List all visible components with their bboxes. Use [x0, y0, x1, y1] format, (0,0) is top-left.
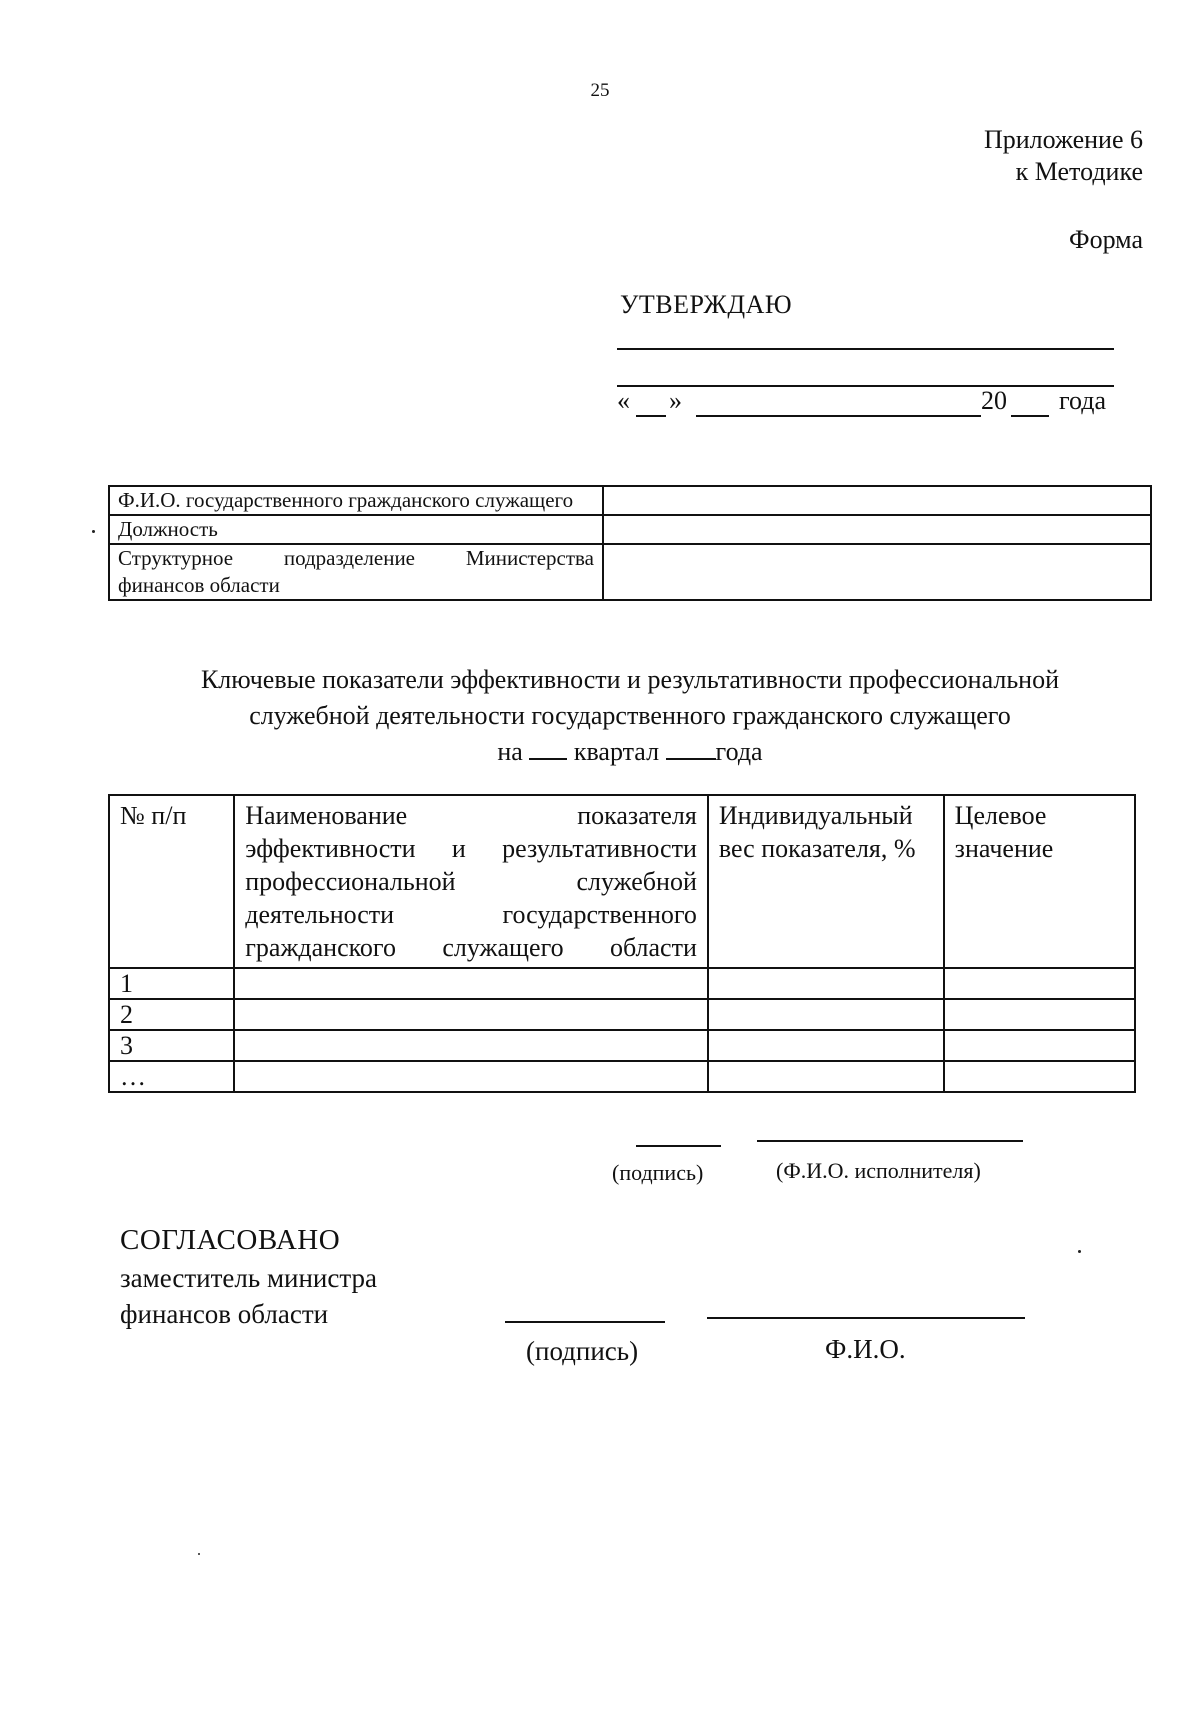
date-close-quote: »	[669, 386, 682, 415]
row-target[interactable]	[944, 1030, 1135, 1061]
executor-signature-caption: (подпись)	[612, 1160, 704, 1185]
employee-position-label: Должность	[109, 515, 603, 544]
quarter-blank[interactable]	[529, 736, 567, 760]
executor-name-line[interactable]	[757, 1140, 1023, 1142]
row-target[interactable]	[944, 1061, 1135, 1092]
table-row	[109, 999, 1135, 1030]
agreement-signature-caption: (подпись)	[526, 1336, 639, 1366]
employee-department-label: Структурное подразделение Министерства финансов области	[109, 544, 603, 600]
date-open-quote: «	[617, 386, 630, 415]
employee-info-row-department	[109, 544, 1151, 600]
row-number: …	[109, 1061, 234, 1092]
kpi-table-header	[109, 795, 1135, 968]
row-number: 3	[109, 1030, 234, 1061]
heading-quarter-word: квартал	[573, 737, 660, 766]
appendix-line-1: Приложение 6	[983, 125, 1143, 154]
row-number: 2	[109, 999, 234, 1030]
agreement-name-caption: Ф.И.О.	[825, 1334, 906, 1364]
agreement-line-1: заместитель министра	[120, 1263, 377, 1293]
row-indicator-name[interactable]	[234, 999, 708, 1030]
header-target: Целевое значение	[944, 795, 1135, 968]
row-weight[interactable]	[708, 968, 944, 999]
kpi-table	[108, 794, 1136, 1093]
scan-artifact-dot	[198, 1553, 200, 1555]
employee-name-value[interactable]	[603, 486, 1151, 515]
approval-signature-line[interactable]	[617, 348, 1114, 350]
agreement-signature-line[interactable]	[505, 1321, 665, 1323]
employee-position-value[interactable]	[603, 515, 1151, 544]
table-row	[109, 968, 1135, 999]
approval-title: УТВЕРЖДАЮ	[620, 290, 793, 319]
table-row	[109, 1061, 1135, 1092]
agreement-title: СОГЛАСОВАНО	[120, 1224, 341, 1256]
row-target[interactable]	[944, 968, 1135, 999]
kpi-heading-line-1: Ключевые показатели эффективности и результативности профессиональной	[200, 665, 1060, 694]
approval-date-line	[617, 386, 1117, 422]
kpi-heading-line-3	[100, 734, 1160, 770]
date-year-prefix: 20	[981, 386, 1007, 415]
appendix-line-2: к Методике	[1015, 157, 1143, 186]
row-indicator-name[interactable]	[234, 968, 708, 999]
row-number: 1	[109, 968, 234, 999]
heading-year-word: года	[715, 737, 763, 766]
employee-info-row-position	[109, 515, 1151, 544]
agreement-line-2: финансов области	[120, 1299, 329, 1329]
kpi-heading-line-2: служебной деятельности государственного гражданского служащего	[249, 701, 1011, 730]
form-label: Форма	[1069, 225, 1143, 254]
executor-name-caption: (Ф.И.О. исполнителя)	[776, 1158, 981, 1183]
table-row	[109, 1030, 1135, 1061]
agreement-name-line[interactable]	[707, 1317, 1025, 1319]
heading-prefix: на	[497, 737, 523, 766]
header-indicator-name: Наименование показателя эффективности и результативности профессиональной служебной деятельности государственного гражданского служащего области	[234, 795, 708, 968]
employee-name-label: Ф.И.О. государственного гражданского служащего	[109, 486, 603, 515]
agreement-block	[120, 1222, 377, 1332]
kpi-heading	[100, 662, 1160, 770]
date-month-blank[interactable]	[696, 415, 981, 417]
row-target[interactable]	[944, 999, 1135, 1030]
row-weight[interactable]	[708, 1061, 944, 1092]
row-indicator-name[interactable]	[234, 1061, 708, 1092]
scan-artifact-dot	[92, 530, 95, 533]
year-blank[interactable]	[666, 736, 716, 760]
executor-signature-line[interactable]	[636, 1145, 721, 1147]
employee-department-value[interactable]	[603, 544, 1151, 600]
scan-artifact-dot	[1078, 1250, 1081, 1253]
row-weight[interactable]	[708, 999, 944, 1030]
header-weight: Индивидуальный вес показателя, %	[708, 795, 944, 968]
row-weight[interactable]	[708, 1030, 944, 1061]
row-indicator-name[interactable]	[234, 1030, 708, 1061]
employee-info-row-name	[109, 486, 1151, 515]
date-day-blank[interactable]	[636, 415, 666, 417]
employee-info-table	[108, 485, 1152, 601]
header-number: № п/п	[109, 795, 234, 968]
page-number: 25	[590, 80, 610, 101]
appendix-reference	[984, 124, 1143, 188]
date-year-blank[interactable]	[1011, 415, 1049, 417]
date-year-suffix: года	[1059, 386, 1107, 415]
